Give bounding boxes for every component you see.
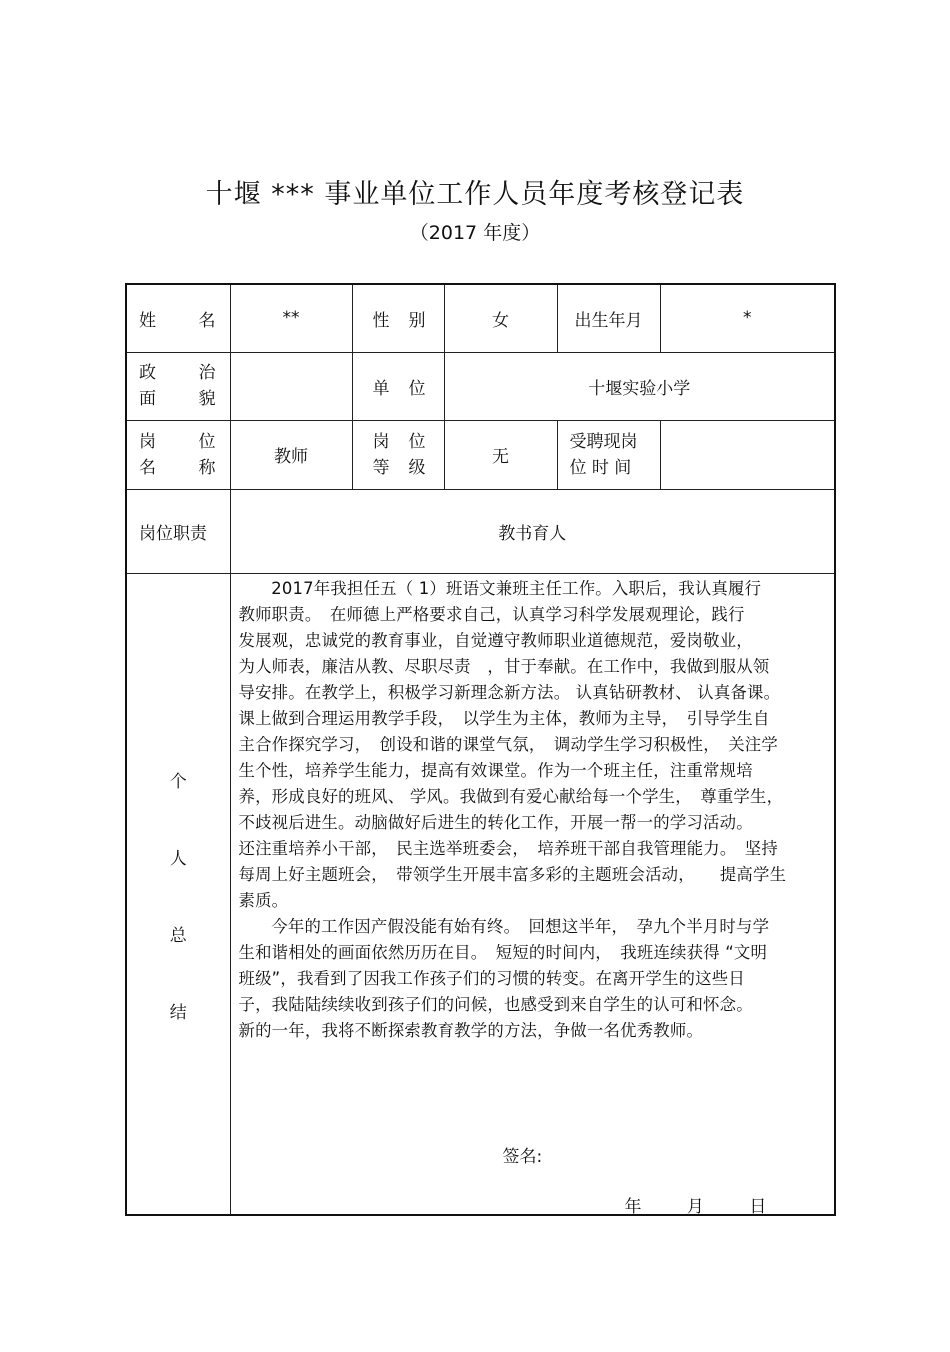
- unit-value-cell[interactable]: [444, 352, 835, 420]
- birth-value: *: [743, 308, 752, 329]
- hire-time-label-2: 位 时 间: [569, 457, 632, 478]
- summary-line: 素质。: [238, 890, 289, 910]
- post-name-label-3: 名: [139, 457, 156, 478]
- summary-label-1: 个: [169, 771, 187, 792]
- duty-value: 教书育人: [498, 523, 567, 544]
- page-subtitle: （2017 年度）: [409, 222, 541, 244]
- gender-label-b: 别: [408, 310, 426, 331]
- row-post: [126, 420, 835, 489]
- summary-content-cell[interactable]: [230, 573, 835, 1215]
- hire-time-label-cell: [557, 420, 660, 489]
- political-value-cell[interactable]: [230, 352, 352, 420]
- post-level-label-3: 等: [372, 457, 390, 478]
- assessment-form-table: [125, 283, 836, 1216]
- signature-label: 签名:: [502, 1146, 543, 1167]
- summary-text: [239, 576, 825, 1044]
- political-label-3: 面: [139, 389, 156, 409]
- summary-line: 还注重培养小干部， 民主选举班委会， 培养班干部自我管理能力。 坚持: [238, 838, 778, 858]
- row-basic-info: [126, 284, 835, 352]
- name-label-a: 姓: [139, 310, 156, 331]
- name-value-cell[interactable]: [230, 284, 352, 352]
- gender-label-a: 性: [372, 310, 390, 331]
- duty-label-cell: [126, 489, 230, 573]
- summary-paragraph-1: [239, 576, 825, 914]
- post-name-label-cell: [126, 420, 230, 489]
- summary-line: 2017年我担任五（ 1）班语文兼班主任工作。入职后，我认真履行: [271, 578, 762, 598]
- summary-paragraph-2: [239, 914, 825, 1044]
- post-name-value-cell[interactable]: [230, 420, 352, 489]
- post-name-label-4: 称: [198, 457, 216, 478]
- summary-line: 班级”，我看到了因我工作孩子们的习惯的转变。在离开学生的这些日: [238, 968, 745, 988]
- hire-time-value-cell[interactable]: [660, 420, 835, 489]
- summary-label-3: 总: [169, 925, 187, 946]
- post-name-label-2: 位: [198, 431, 216, 452]
- birth-label: 出生年月: [574, 310, 643, 331]
- summary-line: 教师职责。 在师德上严格要求自己，认真学习科学发展观理论，践行: [238, 604, 745, 624]
- page-title: 十堰 *** 事业单位工作人员年度考核登记表: [205, 179, 745, 210]
- summary-line: 不歧视后进生。动脑做好后进生的转化工作，开展一帮一的学习活动。: [238, 812, 753, 832]
- summary-line: 今年的工作因产假没能有始有终。 回想这半年， 孕九个半月时与学: [271, 916, 770, 936]
- row-political-unit: [126, 352, 835, 420]
- summary-line: 主合作探究学习， 创设和谐的课堂气氛， 调动学生学习积极性， 关注学: [238, 734, 778, 754]
- duty-label: 岗位职责: [139, 523, 207, 544]
- signature-date: [625, 1192, 807, 1217]
- post-name-label-1: 岗: [139, 431, 156, 452]
- gender-value-cell[interactable]: [444, 284, 557, 352]
- post-level-label-cell: [352, 420, 444, 489]
- unit-label-b: 位: [408, 378, 426, 399]
- summary-label-2: 人: [169, 848, 187, 869]
- unit-label-a: 单: [372, 378, 390, 399]
- unit-value: 十堰实验小学: [588, 378, 691, 399]
- post-level-label-2: 位: [408, 431, 426, 452]
- summary-line: 导安排。在教学上，积极学习新理念新方法。 认真钻研教材、 认真备课。: [238, 682, 781, 702]
- row-duty: [126, 489, 835, 573]
- name-label-cell: [126, 284, 230, 352]
- post-level-value-cell[interactable]: [444, 420, 557, 489]
- summary-line: 生个性，培养学生能力，提高有效课堂。作为一个班主任，注重常规培: [238, 760, 753, 780]
- summary-line: 养，形成良好的班风、 学风。我做到有爱心献给每一个学生， 尊重学生，: [238, 786, 784, 806]
- name-label-b: 名: [198, 310, 216, 331]
- row-summary: [126, 573, 835, 1215]
- political-label-2: 治: [198, 363, 216, 383]
- political-label-4: 貌: [198, 389, 216, 409]
- post-level-label-1: 岗: [372, 431, 390, 452]
- post-level-value: 无: [492, 447, 509, 467]
- hire-time-label-1: 受聘现岗: [569, 431, 638, 452]
- summary-line: 每周上好主题班会， 带领学生开展丰富多彩的主题班会活动， 提高学生: [238, 864, 787, 884]
- name-value: **: [282, 308, 300, 329]
- birth-value-cell[interactable]: [660, 284, 835, 352]
- gender-value: 女: [492, 310, 509, 331]
- birth-label-cell: [557, 284, 660, 352]
- political-label-cell: [126, 352, 230, 420]
- summary-label-4: 结: [169, 1002, 187, 1023]
- duty-value-cell[interactable]: [230, 489, 835, 573]
- summary-line: 生和谐相处的画面依然历历在目。 短短的时间内， 我班连续获得 “文明: [238, 942, 768, 962]
- summary-label-cell: [126, 573, 230, 1215]
- political-label-1: 政: [139, 363, 156, 383]
- date-year-label: 年: [624, 1196, 642, 1217]
- post-level-label-4: 级: [408, 457, 426, 478]
- summary-line: 课上做到合理运用教学手段， 以学生为主体，教师为主导， 引导学生自: [238, 708, 770, 728]
- summary-line: 新的一年，我将不断探索教育教学的方法，争做一名优秀教师。: [238, 1020, 704, 1040]
- date-month-label: 月: [686, 1196, 704, 1217]
- unit-label-cell: [352, 352, 444, 420]
- summary-line: 为人师表，廉洁从教、尽职尽责 ，甘于奉献。在工作中，我做到服从领: [238, 656, 770, 676]
- date-day-label: 日: [749, 1196, 767, 1217]
- summary-line: 发展观，忠诚党的教育事业，自觉遵守教师职业道德规范，爱岗敬业，: [238, 630, 753, 650]
- post-name-value: 教师: [274, 447, 308, 467]
- gender-label-cell: [352, 284, 444, 352]
- summary-line: 子，我陆陆续续收到孩子们的问候，也感受到来自学生的认可和怀念。: [238, 994, 753, 1014]
